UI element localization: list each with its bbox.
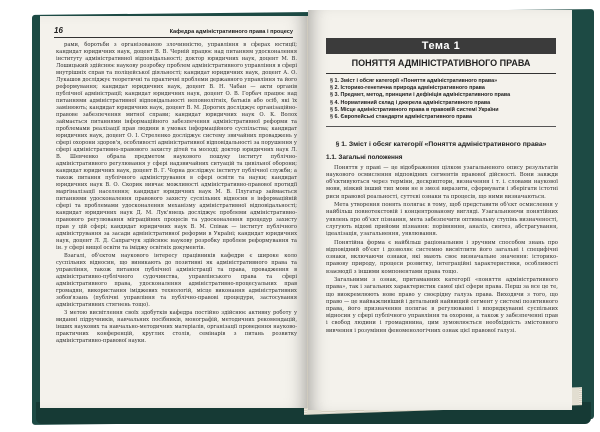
- paragraph: Взагалі, об'єктом наукового інтересу працівників кафедри є широке коло суспільних відносин, що виникають до позитивні як адміністративного права та управління, також питання публічної адміністрації та права, провадження в адміністративно-публічного судочинства, управлінського права та сфері адміністративного права, удосконалення адміністративно-процесуальних прав громадян, використання іміджевих технологій, місце виконання адміністративних зобов'язань (публічні управління та публічно-правові процедури, застосування адміністративних стягнень тощо).: [56, 253, 297, 308]
- paragraph: Мета утворення понять полягає в тому, щоб представити об'єкт осмислення у найбільш повнотекстовій і концентрованому вигляді. Узагальнюючи понятійних уявлень про об'єкт пізнання, мета забезпечити оптимальну ступінь визначеності, слугують відомі прийоми пізнання: порівняння, аналіз, синтез, абстрагування, ідеалізація, узагальнення, уявлювання.: [326, 202, 558, 238]
- page-number: 16: [54, 26, 63, 35]
- paragraph: Загальними з ознак, притаманних категорії «поняття адміністративного права», так і загальних характеристик самої цієї сфери права. Перш за все це те, що виокремлюють нове право у своєрідну галузь права. Виходячи з того, що право — це найважливіший і детальний найвищий сегмент у системі позитивного права, його призначення полягає в регулюванні і впорядкуванні суспільних відносин у сфері публічного управління та охорони, а також у забезпеченні прав і свобод людини і громадянина, цим зумовлюється необхідність змістовного вивчення і розуміння феноменологічних ознак цієї правової галузі.: [326, 277, 558, 334]
- subsection-title: 1.1. Загальні положення: [326, 153, 403, 161]
- running-head: Кафедра адміністративного права і процесу: [169, 29, 293, 35]
- toc-item: § 6. Європейські стандарти адміністративного права: [330, 114, 472, 121]
- paragraph: рами, боротьби з організованою злочинністю, управління в сферах юстиції; кандидат юридичних наук, доцент В. В. Черній працює над питанням удосконалення інституту адміністративної відповідальності; доктор юридичних наук, доцент М. В. Лошицький здійснює наукову розробку проблем адміністративного управління в сфері внутрішніх справ та поліцейської діяльності; кандидат юридичних наук, доцент А. О. Лукашов досліджує теоретичні та практичні проблеми державного управління та його реформування; кандидат юридичних наук, доцент В. Н. Чабан — акти органів публічної адміністрації; кандидат юридичних наук, доцент О. В. Горбач працює над питаннями адміністративної відповідальності неповнолітніх, батьків або осіб, які їх замінюють; кандидат юридичних наук, доцент В. М. Дорогих досліджує організаційно-правове забезпечення митної справи; кандидат юридичних наук О. К. Волох займається питаннями інформаційного забезпечення адміністративної реформи та проблемами реалізації прав людини в умовах інформаційного суспільства; кандидат юридичних наук, доцент О. І. Стреленко досліджує систему звичайних проваджень у сфері охорони здоров'я, особливості адміністративної відповідальності за порушення у сфері адміністративно-правового захисту дітей та молоді; доктор юридичних наук Л. В. Шевченко обрала предметом наукового пошуку інститут публічно-адміністративного регулювання у сфері надзвичайних ситуацій та цивільної оборони; кандидат юридичних наук, доцент В. Г. Чорна досліджує інститут публічної служби; а також питання публічного адміністрування в сфері освіти та науки; кандидат юридичних наук В. О. Скорик вивчає можливості адміністративно-правової протидії маргіналізації населення; кандидат юридичних наук М. В. Плугатар займається питаннями удосконалення правового захисту суспільних відносин в інформаційній сфері та проблемами удосконалення механізму адміністративної відповідальності; кандидат юридичних наук Д. М. Лук'янець досліджує проблеми адміністративно-правового регулювання міграційних процесів та удосконалення процедур захисту прав у цій сфері; кандидат юридичних наук В. М. Співак — інститут публічного адміністрування за засади адміністративної реформи в Україні; кандидат юридичних наук, доцент Л. Д. Сапрагчук здійснює наукову розробку проблем реформування та ін. у сфері вищої освіти та іміджу освітніх документів.: [56, 42, 297, 251]
- toc-rule: [326, 126, 556, 127]
- right-page-body: [308, 165, 572, 335]
- toc-item: § 2. Історико-генетична природа адміністративного права: [330, 85, 485, 92]
- left-page: [40, 16, 308, 408]
- paragraph: З метою висвітлення своїх здобутків кафедра постійно здійснює активну роботу у виданні підручників, навчальних посібників, монографій, методичних рекомендацій, інших наукових та навчально-методичних матеріалів, організації проведення науково-практичних конференцій, круглих столів, семінарів з питань розвитку адміністративно-правової науки.: [56, 310, 297, 344]
- topic-label-band: [326, 38, 556, 54]
- paragraph: Поняття у праві — це відображення цілком узагальненого опису результатів наукового осмислення відповідних сегментів правової дійсності. Вони завжди об'єктивуються через терміни, дескриптори, визначення і т. і. словами наукової мови, ніякий інший тип мови не в змозі виразити, сформувати і зберігати істотні риси правової реальності, суттєві ознаки та процесів, що ними визначаються.: [326, 164, 558, 200]
- toc-item: § 4. Нормативний склад і джерела адміністративного права: [330, 99, 491, 106]
- right-page: [308, 10, 572, 410]
- table-of-contents: [330, 78, 556, 121]
- toc-item: § 5. Місце адміністративного права в правовій системі України: [330, 106, 499, 113]
- left-page-header: [40, 16, 307, 35]
- paragraph: Понятійна форма є найбільш раціональним і зручним способом знань про відповідний об'єкт і дозволяє системно висвітлити його загальні і специфічні ознаки, включаючи ознаки, які мають своє визначальне значення: історико-правову природу, процеси розвитку, інтеграційні характеристики, особливості взаємодії з іншими компонентами права тощо.: [326, 239, 558, 275]
- topic-rule: [326, 73, 556, 74]
- left-page-body: [40, 42, 307, 345]
- topic-label: Тема 1: [421, 40, 461, 52]
- topic-title: ПОНЯТТЯ АДМІНІСТРАТИВНОГО ПРАВА: [351, 58, 531, 68]
- section-title: § 1. Зміст і обсяг категорії «Поняття адміністративного права»: [335, 141, 547, 149]
- toc-item: § 1. Зміст і обсяг категорії «Поняття адміністративного права»: [330, 78, 498, 84]
- toc-item: § 3. Предмет, метод, принципи і дефініція адміністративного права: [330, 92, 511, 99]
- header-rule: [54, 37, 293, 38]
